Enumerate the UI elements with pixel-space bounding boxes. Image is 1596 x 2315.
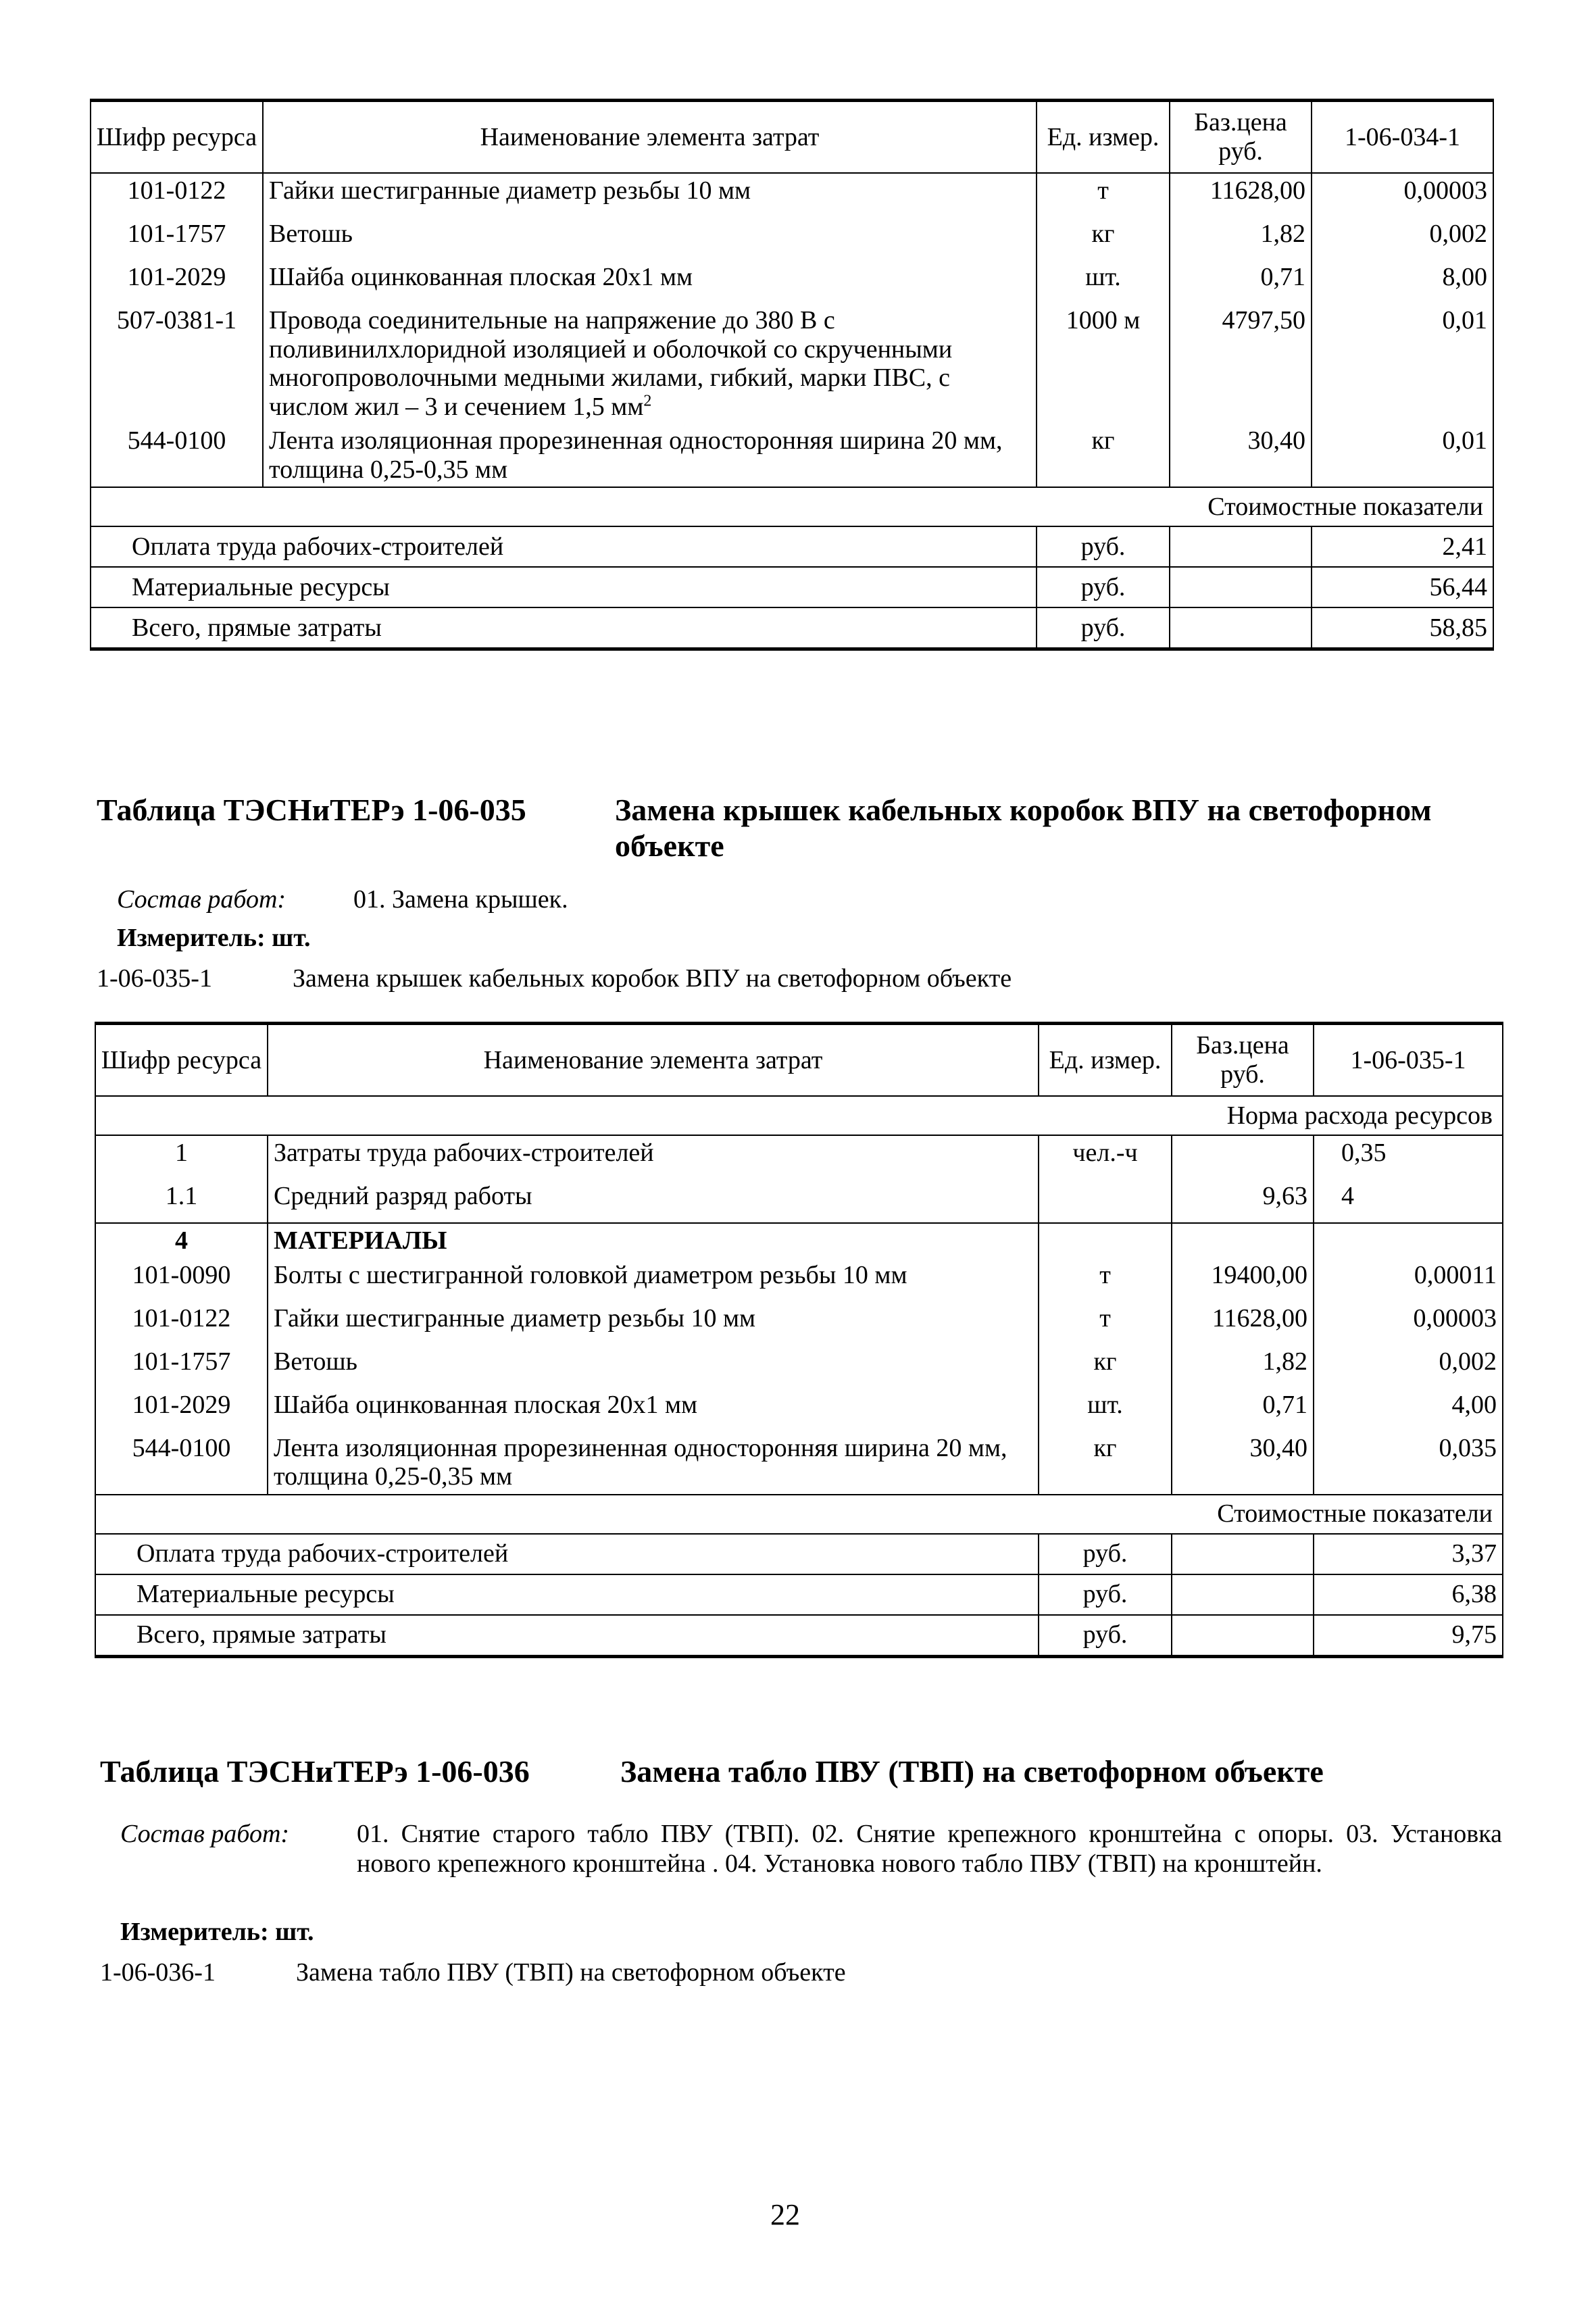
cell-code: 101-2029 — [91, 260, 263, 303]
cell-unit: шт. — [1037, 260, 1170, 303]
table-row — [95, 1179, 1503, 1223]
summary-unit: руб. — [1037, 567, 1170, 607]
cell-unit: кг — [1039, 1431, 1172, 1495]
summary-empty — [1172, 1534, 1314, 1574]
summary-value: 3,37 — [1314, 1534, 1503, 1574]
cell-code: 101-1757 — [91, 217, 263, 260]
cell-norm: 4,00 — [1314, 1388, 1503, 1431]
cell-price: 4797,50 — [1170, 303, 1312, 424]
cell-norm: 0,35 — [1314, 1135, 1503, 1179]
table-row — [91, 260, 1493, 303]
summary-empty — [1170, 607, 1312, 649]
cell-price — [1172, 1135, 1314, 1179]
summary-label: Материальные ресурсы — [91, 567, 1037, 607]
cell-code: 1.1 — [95, 1179, 268, 1223]
resource-norm-band — [95, 1096, 1503, 1135]
cell-price: 11628,00 — [1172, 1301, 1314, 1345]
table-row — [95, 1345, 1503, 1388]
cell-unit: т — [1037, 173, 1170, 217]
cell-code: 507-0381-1 — [91, 303, 263, 424]
cell-norm: 0,01 — [1312, 424, 1493, 487]
cell-norm: 0,035 — [1314, 1431, 1503, 1495]
cell-price: 1,82 — [1170, 217, 1312, 260]
summary-value: 58,85 — [1312, 607, 1493, 649]
summary-unit: руб. — [1037, 607, 1170, 649]
band-label: Норма расхода ресурсов — [95, 1096, 1503, 1135]
summary-label: Оплата труда рабочих-строителей — [95, 1534, 1039, 1574]
summary-row — [91, 607, 1493, 649]
cell-name — [263, 303, 1037, 424]
cell-empty — [1039, 1223, 1172, 1258]
summary-value: 56,44 — [1312, 567, 1493, 607]
materials-header-row — [95, 1223, 1503, 1258]
header-code: Шифр ресурса — [95, 1024, 268, 1097]
work-composition-label: Состав работ: — [117, 885, 286, 914]
cell-code: 101-2029 — [95, 1388, 268, 1431]
cost-indicators-band — [91, 487, 1493, 526]
cell-norm: 0,002 — [1314, 1345, 1503, 1388]
section-title-1-06-036: Замена табло ПВУ (ТВП) на светофорном объекте — [620, 1754, 1324, 1789]
cell-unit: кг — [1037, 217, 1170, 260]
cell-price: 19400,00 — [1172, 1258, 1314, 1301]
header-norm: 1-06-034-1 — [1312, 101, 1493, 174]
table-row — [91, 424, 1493, 487]
summary-unit: руб. — [1039, 1574, 1172, 1615]
table-row — [91, 303, 1493, 424]
cell-code: 101-0122 — [91, 173, 263, 217]
summary-unit: руб. — [1037, 526, 1170, 567]
header-name: Наименование элемента затрат — [268, 1024, 1039, 1097]
cell-unit: т — [1039, 1258, 1172, 1301]
materials-title: МАТЕРИАЛЫ — [268, 1223, 1039, 1258]
table-label-1-06-036: Таблица ТЭСНиТЕРэ 1-06-036 — [100, 1754, 530, 1789]
table-header — [95, 1024, 1503, 1097]
table-row — [91, 173, 1493, 217]
cell-name: Лента изоляционная прорезиненная односторонняя ширина 20 мм, толщина 0,25-0,35 мм — [268, 1431, 1039, 1495]
cell-name-text: Провода соединительные на напряжение до 380 В с поливинилхлоридной изоляцией и оболочкой со скрученными многопроволочными медными жилами, гибкий, марки ПВС, с числом жил – 3 и сечением 1,5 мм — [269, 306, 953, 421]
work-composition-text: 01. Снятие старого табло ПВУ (ТВП). 02. Снятие крепежного кронштейна с опоры. 03. Установка нового крепежного кронштейна . 04. Установка нового табло ПВУ (ТВП) на кронштейн. — [357, 1820, 1502, 1878]
cell-unit: кг — [1037, 424, 1170, 487]
table-row — [95, 1431, 1503, 1495]
cell-name: Гайки шестигранные диаметр резьбы 10 мм — [263, 173, 1037, 217]
header-price: Баз.цена руб. — [1172, 1024, 1314, 1097]
cell-name: Шайба оцинкованная плоская 20х1 мм — [263, 260, 1037, 303]
summary-empty — [1172, 1574, 1314, 1615]
cell-code: 101-1757 — [95, 1345, 268, 1388]
cell-code: 1 — [95, 1135, 268, 1179]
cell-name: Шайба оцинкованная плоская 20х1 мм — [268, 1388, 1039, 1431]
table-row — [95, 1258, 1503, 1301]
measure-unit: Измеритель: шт. — [117, 924, 311, 952]
cell-unit: кг — [1039, 1345, 1172, 1388]
superscript: 2 — [643, 391, 652, 409]
header-code: Шифр ресурса — [91, 101, 263, 174]
cell-price: 0,71 — [1170, 260, 1312, 303]
cell-name: Лента изоляционная прорезиненная односторонняя ширина 20 мм, толщина 0,25-0,35 мм — [263, 424, 1037, 487]
summary-label: Всего, прямые затраты — [95, 1615, 1039, 1657]
cell-price: 30,40 — [1172, 1431, 1314, 1495]
band-label: Стоимостные показатели — [95, 1495, 1503, 1534]
summary-row — [95, 1534, 1503, 1574]
table-header — [91, 101, 1493, 174]
cell-unit: т — [1039, 1301, 1172, 1345]
cell-code: 101-0122 — [95, 1301, 268, 1345]
cell-norm: 0,01 — [1312, 303, 1493, 424]
cell-unit — [1039, 1179, 1172, 1223]
summary-row — [91, 567, 1493, 607]
summary-empty — [1170, 526, 1312, 567]
cell-empty — [1314, 1223, 1503, 1258]
table-label-1-06-035: Таблица ТЭСНиТЕРэ 1-06-035 — [97, 793, 526, 827]
cell-unit: шт. — [1039, 1388, 1172, 1431]
summary-empty — [1172, 1615, 1314, 1657]
work-composition-label: Состав работ: — [120, 1820, 290, 1848]
cell-name: Ветошь — [263, 217, 1037, 260]
cell-price: 11628,00 — [1170, 173, 1312, 217]
summary-unit: руб. — [1039, 1534, 1172, 1574]
summary-value: 6,38 — [1314, 1574, 1503, 1615]
cell-code: 544-0100 — [95, 1431, 268, 1495]
cell-price: 30,40 — [1170, 424, 1312, 487]
summary-label: Всего, прямые затраты — [91, 607, 1037, 649]
cell-price: 1,82 — [1172, 1345, 1314, 1388]
table-row — [95, 1301, 1503, 1345]
cell-code: 544-0100 — [91, 424, 263, 487]
summary-label: Оплата труда рабочих-строителей — [91, 526, 1037, 567]
summary-row — [95, 1615, 1503, 1657]
table-row — [95, 1135, 1503, 1179]
measure-unit: Измеритель: шт. — [120, 1918, 314, 1946]
summary-empty — [1170, 567, 1312, 607]
cell-norm: 0,00011 — [1314, 1258, 1503, 1301]
cell-price: 0,71 — [1172, 1388, 1314, 1431]
cost-indicators-band — [95, 1495, 1503, 1534]
resource-table-1-06-035 — [95, 1022, 1503, 1658]
page-number: 22 — [770, 2198, 800, 2231]
cell-name: Средний разряд работы — [268, 1179, 1039, 1223]
cell-unit: 1000 м — [1037, 303, 1170, 424]
cell-price: 9,63 — [1172, 1179, 1314, 1223]
summary-unit: руб. — [1039, 1615, 1172, 1657]
summary-row — [95, 1574, 1503, 1615]
item-name: Замена табло ПВУ (ТВП) на светофорном объекте — [296, 1958, 846, 1987]
cell-code: 101-0090 — [95, 1258, 268, 1301]
cell-name: Ветошь — [268, 1345, 1039, 1388]
summary-value: 9,75 — [1314, 1615, 1503, 1657]
cell-unit: чел.-ч — [1039, 1135, 1172, 1179]
header-name: Наименование элемента затрат — [263, 101, 1037, 174]
item-code: 1-06-036-1 — [100, 1958, 216, 1987]
item-code: 1-06-035-1 — [97, 964, 212, 993]
cell-code: 4 — [95, 1223, 268, 1258]
cell-norm: 0,00003 — [1312, 173, 1493, 217]
table-row — [91, 217, 1493, 260]
header-price: Баз.цена руб. — [1170, 101, 1312, 174]
header-unit: Ед. измер. — [1039, 1024, 1172, 1097]
cell-norm: 4 — [1314, 1179, 1503, 1223]
cell-norm: 0,002 — [1312, 217, 1493, 260]
resource-table-1-06-034 — [90, 99, 1494, 651]
summary-label: Материальные ресурсы — [95, 1574, 1039, 1615]
summary-value: 2,41 — [1312, 526, 1493, 567]
summary-row — [91, 526, 1493, 567]
table-row — [95, 1388, 1503, 1431]
cell-name: Затраты труда рабочих-строителей — [268, 1135, 1039, 1179]
cell-name: Болты с шестигранной головкой диаметром резьбы 10 мм — [268, 1258, 1039, 1301]
header-unit: Ед. измер. — [1037, 101, 1170, 174]
cell-norm: 8,00 — [1312, 260, 1493, 303]
item-name: Замена крышек кабельных коробок ВПУ на светофорном объекте — [293, 964, 1012, 993]
work-composition-text: 01. Замена крышек. — [353, 885, 568, 914]
cell-name: Гайки шестигранные диаметр резьбы 10 мм — [268, 1301, 1039, 1345]
section-title-1-06-035: Замена крышек кабельных коробок ВПУ на светофорном объекте — [615, 793, 1432, 863]
header-norm: 1-06-035-1 — [1314, 1024, 1503, 1097]
cell-norm: 0,00003 — [1314, 1301, 1503, 1345]
cell-empty — [1172, 1223, 1314, 1258]
band-label: Стоимостные показатели — [91, 487, 1493, 526]
